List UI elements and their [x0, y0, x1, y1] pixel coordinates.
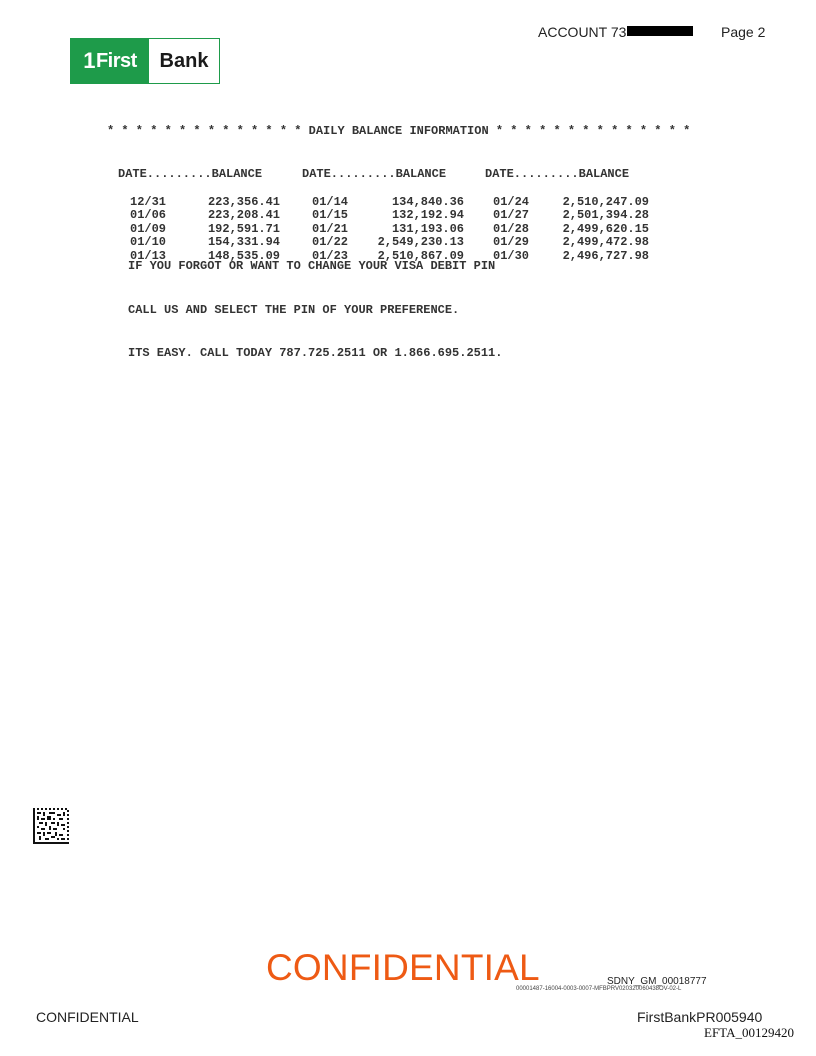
column-header: DATE.........BALANCE: [485, 167, 630, 181]
page-number: Page 2: [721, 24, 766, 40]
firstbank-logo: [70, 38, 220, 84]
balance-date: 01/06: [130, 208, 167, 223]
table-row: [118, 208, 649, 223]
bates-number: FirstBankPR005940: [637, 1009, 763, 1025]
efta-number: EFTA_00129420: [704, 1025, 794, 1040]
balance-date: 01/22: [312, 235, 349, 250]
balance-date: 01/30: [493, 248, 530, 263]
balance-date: 01/24: [493, 194, 530, 209]
balance-date: 01/27: [493, 208, 530, 223]
balance-amount: 134,840.36: [391, 194, 464, 209]
balance-amount: 131,193.06: [391, 221, 464, 236]
balance-date: 12/31: [130, 194, 167, 209]
logo-first: First: [95, 49, 137, 72]
balance-amount: 148,535.09: [207, 248, 280, 263]
balance-amount: 154,331.94: [207, 235, 280, 250]
footer-confidential: CONFIDENTIAL: [36, 1009, 139, 1025]
balance-amount: 2,499,620.15: [562, 221, 649, 236]
balance-date: 01/10: [130, 235, 167, 250]
balance-amount: 2,496,727.98: [562, 248, 649, 263]
balance-amount: 223,208.41: [207, 208, 280, 223]
table-header-row: [118, 167, 630, 181]
column-header: DATE.........BALANCE: [302, 167, 447, 181]
daily-balance-banner: * * * * * * * * * * * * * * DAILY BALANCE INFORMATION * * * * * * * * * * * * * *: [107, 124, 691, 138]
balance-date: 01/29: [493, 235, 530, 250]
balance-date: 01/28: [493, 221, 530, 236]
balance-amount: 2,501,394.28: [562, 208, 649, 223]
logo-bank: Bank: [159, 49, 209, 72]
logo-one: 1: [83, 48, 95, 73]
logo-green-block: [71, 39, 149, 83]
column-header: DATE.........BALANCE: [118, 167, 263, 181]
balance-date: 01/23: [312, 248, 349, 263]
confidential-stamp: CONFIDENTIAL: [266, 947, 540, 988]
account-number: [538, 24, 693, 40]
balance-amount: 2,510,867.09: [377, 248, 464, 263]
notice-line: ITS EASY. CALL TODAY 787.725.2511 OR 1.866.695.2511.: [128, 346, 503, 360]
datamatrix-barcode-icon: [33, 808, 69, 844]
balance-date: 01/15: [312, 208, 349, 223]
account-label: ACCOUNT 73: [538, 24, 627, 40]
document-code: 00001487-16004-0003-0007-MFBPRV020320060438OV-02-L: [516, 986, 682, 992]
balance-date: 01/14: [312, 194, 349, 209]
balance-amount: 132,192.94: [391, 208, 464, 223]
balance-amount: 192,591.71: [207, 221, 280, 236]
balance-amount: 2,549,230.13: [377, 235, 464, 250]
balance-date: 01/21: [312, 221, 349, 236]
table-row: [118, 194, 649, 209]
notice-line: CALL US AND SELECT THE PIN OF YOUR PREFERENCE.: [128, 302, 460, 317]
balance-amount: 223,356.41: [207, 194, 280, 209]
balance-amount: 2,499,472.98: [562, 235, 649, 250]
balance-amount: 2,510,247.09: [562, 194, 649, 209]
balance-date: 01/13: [130, 248, 167, 263]
sdny-id: SDNY_GM_00018777: [607, 976, 707, 987]
pin-notice: [128, 230, 502, 375]
redaction-bar: [627, 26, 693, 36]
balance-date: 01/09: [130, 221, 167, 236]
notice-line: IF YOU FORGOT OR WANT TO CHANGE YOUR VISA DEBIT PIN: [128, 259, 496, 273]
